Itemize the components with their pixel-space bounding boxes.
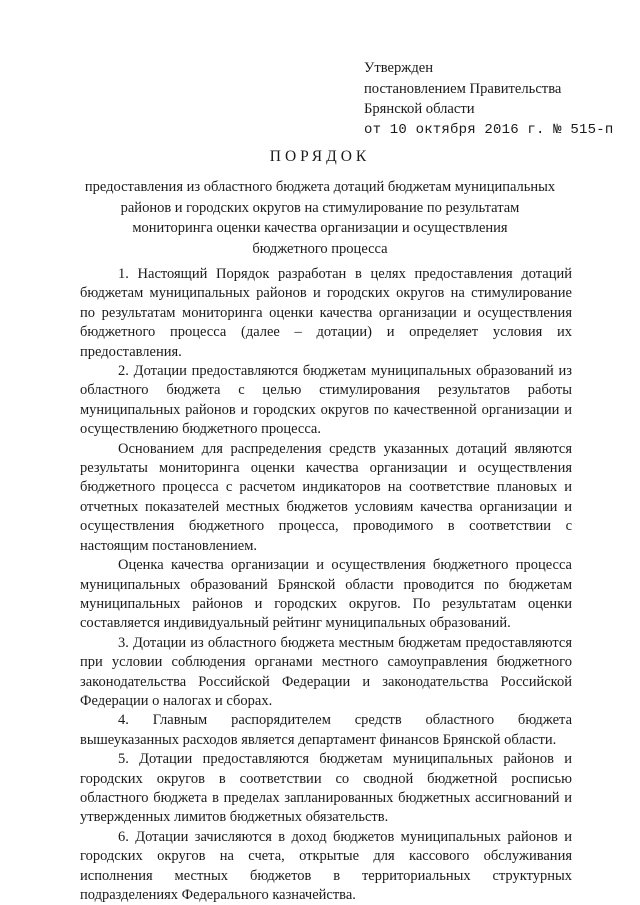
document-subtitle bbox=[80, 177, 560, 259]
paragraph-1: 1. Настоящий Порядок разработан в целях предоставления дотаций бюджетам муниципальных районов и городских округов на стимулирование по результатам мониторинга оценки качества организации и осуществления бюджетного процесса (далее – дотации) и определяет условия их предоставления. bbox=[80, 266, 572, 360]
subtitle-line: бюджетного процесса bbox=[252, 240, 388, 257]
approval-block bbox=[364, 58, 624, 140]
paragraph-4: 4. Главным распорядителем средств областного бюджета вышеуказанных расходов является департамент финансов Брянской области. bbox=[80, 712, 572, 748]
document-title: ПОРЯДОК bbox=[269, 148, 371, 165]
subtitle-line: районов и городских округов на стимулирование по результатам bbox=[120, 199, 520, 216]
subtitle-line: предоставления из областного бюджета дотаций бюджетам муниципальных bbox=[84, 179, 556, 195]
paragraph-5: 5. Дотации предоставляются бюджетам муниципальных районов и городских округов в соответствии со сводной бюджетной росписью областного бюджета в пределах запланированных бюджетных ассигнований и утвержденных лимитов бюджетных обязательств. bbox=[80, 751, 572, 826]
subtitle-line: мониторинга оценки качества организации и осуществления bbox=[132, 220, 508, 236]
paragraph-3: 3. Дотации из областного бюджета местным бюджетам предоставляются при условии соблюдения органами местного самоуправления бюджетного законодательства Российской Федерации и законодательства Российской Федерации о налогах и сборах. bbox=[80, 634, 572, 709]
approval-line-resolution: постановлением Правительства bbox=[364, 80, 562, 97]
paragraph-2: 2. Дотации предоставляются бюджетам муниципальных образований из областного бюджета с целью стимулирования результатов работы муниципальных районов и городских округов по качественной организации и осуществлению бюджетного процесса. bbox=[80, 363, 572, 438]
paragraph-6: 6. Дотации зачисляются в доход бюджетов муниципальных районов и городских округов на счета, открытые для кассового обслуживания исполнения местных бюджетов в территориальных структурных подразделениях Федерального казначейства. bbox=[80, 828, 572, 903]
approval-line-date-number: от 10 октября 2016 г. № 515-п bbox=[364, 121, 614, 138]
document-body bbox=[80, 265, 572, 905]
approval-line-approved: Утвержден bbox=[364, 60, 434, 76]
paragraph-2-assessment: Оценка качества организации и осуществления бюджетного процесса муниципальных образований Брянской области проводится по бюджетам муниципальных районов и городских округов. По результатам оценки составляется индивидуальный рейтинг муниципальных образований. bbox=[80, 557, 572, 632]
paragraph-2-basis: Основанием для распределения средств указанных дотаций являются результаты мониторинга оценки качества организации и осуществления бюджетного процесса с расчетом индикаторов на соответствие плановых и отчетных показателей местных бюджетов условиям качества организации и осуществления бюджетного процесса, проводимого в соответствии с настоящим постановлением. bbox=[80, 440, 572, 554]
approval-line-region: Брянской области bbox=[364, 101, 475, 117]
